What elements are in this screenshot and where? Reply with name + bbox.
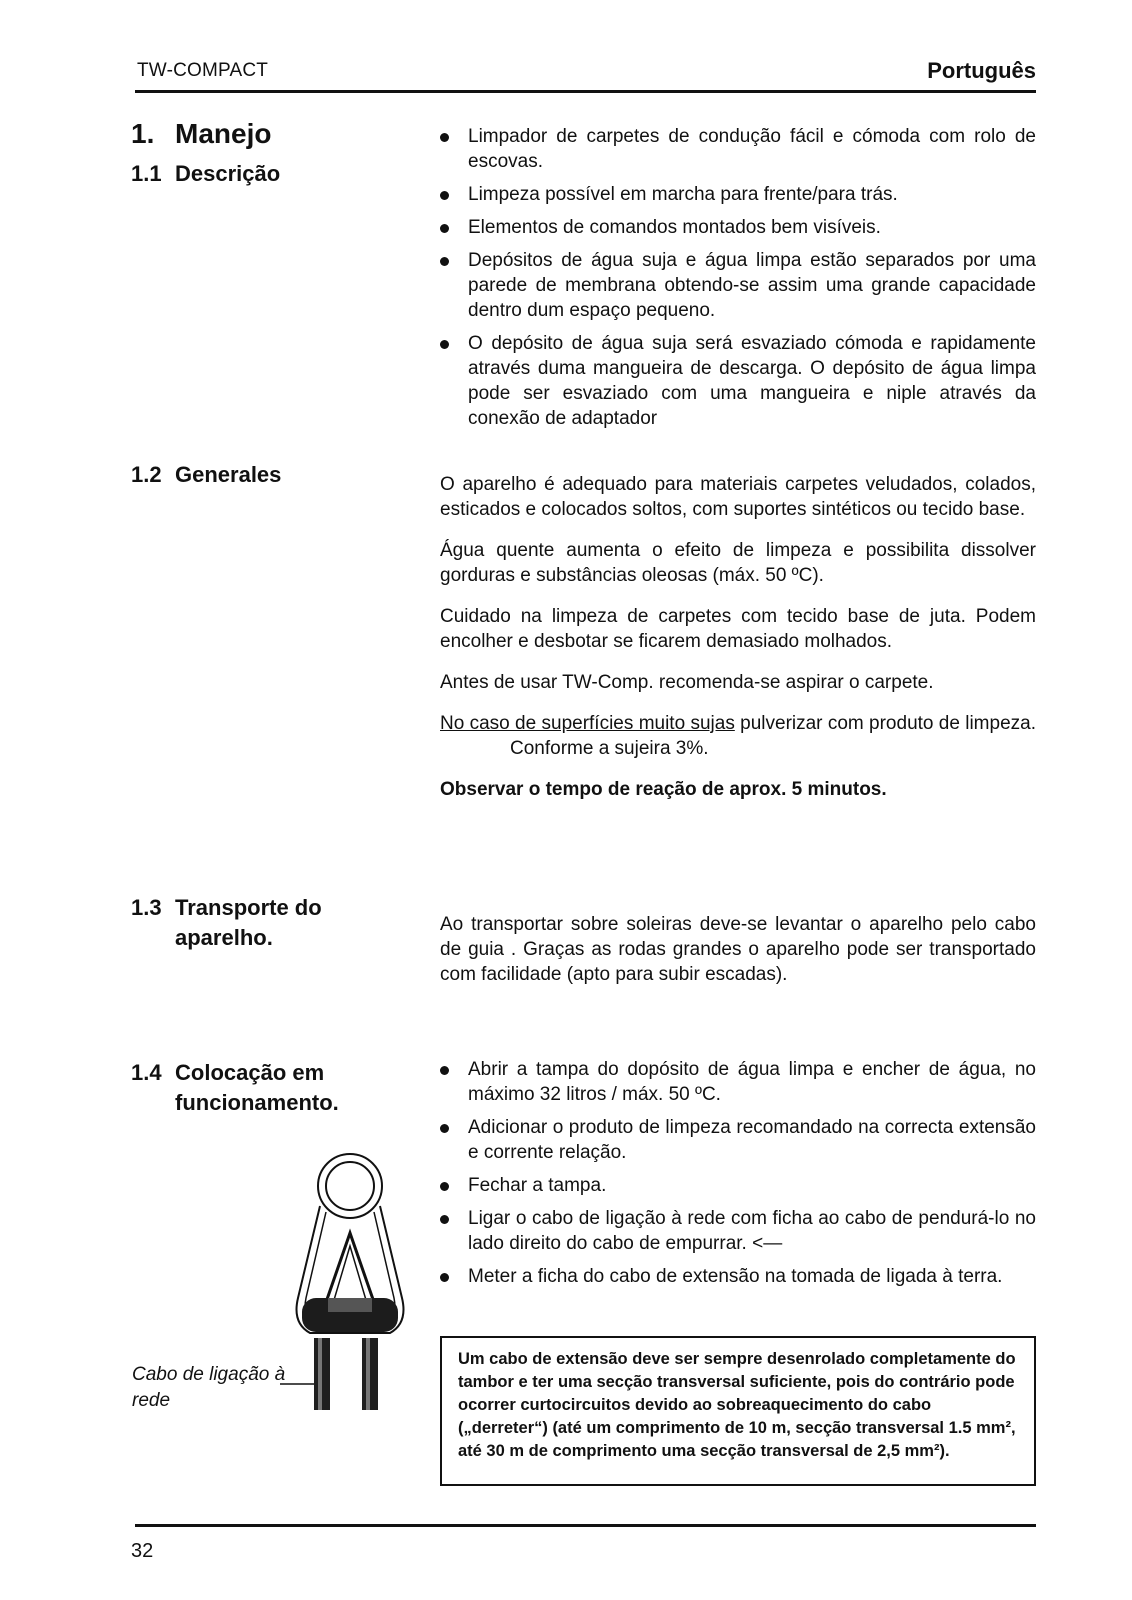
header-rule (135, 90, 1036, 93)
generales-text-block (440, 472, 1036, 818)
section-1-4-number: 1.4 (131, 1060, 162, 1085)
section-1-4-title-b: funcionamento. (175, 1090, 339, 1115)
list-item: Meter a ficha do cabo de extensão na tomada de ligada à terra. (440, 1264, 1036, 1289)
bullet-icon (440, 1124, 449, 1133)
generales-paragraph-4: Antes de usar TW-Comp. recomenda-se aspirar o carpete. (440, 672, 934, 693)
transporte-paragraph: Ao transportar sobre soleiras deve-se levantar o aparelho pelo cabo de guia . Graças as rodas grandes o aparelho pode ser transportado com facilidade (apto para subir escadas). (440, 914, 1036, 985)
list-item: Limpador de carpetes de condução fácil e cómoda com rolo de escovas. (440, 124, 1036, 174)
section-1-3-title-b: aparelho. (175, 925, 273, 950)
section-1-2-heading (131, 460, 281, 490)
page-number: 32 (131, 1540, 154, 1562)
generales-paragraph-5: No caso de superfícies muito sujas pulverizar com produto de limpeza.Conforme a sujeira 3%. (440, 713, 1036, 759)
header-product: TW-COMPACT (137, 60, 269, 81)
section-1-2-title: Generales (175, 462, 282, 487)
bullet-icon (440, 1273, 449, 1282)
list-item: Elementos de comandos montados bem visíveis. (440, 215, 1036, 240)
description-list-block (440, 124, 1036, 439)
section-1-4-heading (131, 1058, 339, 1118)
section-1-1-number: 1.1 (131, 161, 162, 186)
generales-paragraph-2: Água quente aumenta o efeito de limpeza e possibilita dissolver gorduras e substâncias oleosas (máx. 50 ºC). (440, 540, 1036, 586)
header-language: Português (927, 58, 1036, 83)
bullet-icon (440, 257, 449, 266)
bullet-icon (440, 224, 449, 233)
underlined-phrase: No caso de superfícies muito sujas (440, 713, 735, 734)
section-1-heading (131, 118, 271, 150)
section-1-number: 1. (131, 118, 155, 149)
cable-hook-icon (280, 1148, 420, 1418)
section-1-4-title-a: Colocação em (175, 1060, 325, 1085)
generales-paragraph-3: Cuidado na limpeza de carpetes com tecido base de juta. Podem encolher e desbotar se ficarem demasiado molhados. (440, 606, 1036, 652)
bullet-icon (440, 133, 449, 142)
bullet-icon (440, 340, 449, 349)
cable-hook-illustration (280, 1148, 420, 1423)
section-1-title: Manejo (175, 118, 272, 149)
list-item: O depósito de água suja será esvaziado cómoda e rapidamente através duma mangueira de descarga. O depósito de água limpa pode ser esvaziado com uma mangueira e niple através da conexão de adaptador (440, 331, 1036, 431)
list-item: Limpeza possível em marcha para frente/para trás. (440, 182, 1036, 207)
figure-caption: Cabo de ligação à rede (132, 1364, 286, 1411)
transporte-text-block (440, 912, 1036, 1003)
list-item: Ligar o cabo de ligação à rede com ficha ao cabo de pendurá-lo no lado direito do cabo de empurrar. <— (440, 1206, 1036, 1256)
footer-rule (135, 1524, 1036, 1527)
bullet-icon (440, 1182, 449, 1191)
list-item: Fechar a tampa. (440, 1173, 1036, 1198)
generales-paragraph-1: O aparelho é adequado para materiais carpetes veludados, colados, esticados e colocados soltos, com suportes sintéticos ou tecido base. (440, 474, 1036, 520)
section-1-3-number: 1.3 (131, 895, 162, 920)
description-bullets (440, 124, 1036, 431)
section-1-3-title-a: Transporte do (175, 895, 322, 920)
warning-box: Um cabo de extensão deve ser sempre desenrolado completamente do tambor e ter uma secção transversal suficiente, pois do contrário pode ocorrer curtocircuitos devido ao sobreaquecimento do cabo („derreter“) (até um comprimento de 10 m, secção transversal 1.5 mm², até 30 m de comprimento uma secção transversal de 2,5 mm²). (440, 1336, 1036, 1486)
section-1-3-heading (131, 893, 322, 953)
list-item: Abrir a tampa do dopósito de água limpa e encher de água, no máximo 32 litros / máx. 50 ºC. (440, 1057, 1036, 1107)
colocacao-bullets (440, 1057, 1036, 1289)
list-item: Adicionar o produto de limpeza recomandado na correcta extensão e corrente relação. (440, 1115, 1036, 1165)
bullet-icon (440, 191, 449, 200)
section-1-1-heading (131, 159, 280, 189)
generales-paragraph-6: Observar o tempo de reação de aprox. 5 minutos. (440, 779, 887, 800)
colocacao-list-block (440, 1057, 1036, 1297)
section-1-1-title: Descrição (175, 161, 281, 186)
list-item: Depósitos de água suja e água limpa estão separados por uma parede de membrana obtendo-se assim uma grande capacidade dentro dum espaço pequeno. (440, 248, 1036, 323)
bullet-icon (440, 1066, 449, 1075)
bullet-icon (440, 1215, 449, 1224)
section-1-2-number: 1.2 (131, 462, 162, 487)
